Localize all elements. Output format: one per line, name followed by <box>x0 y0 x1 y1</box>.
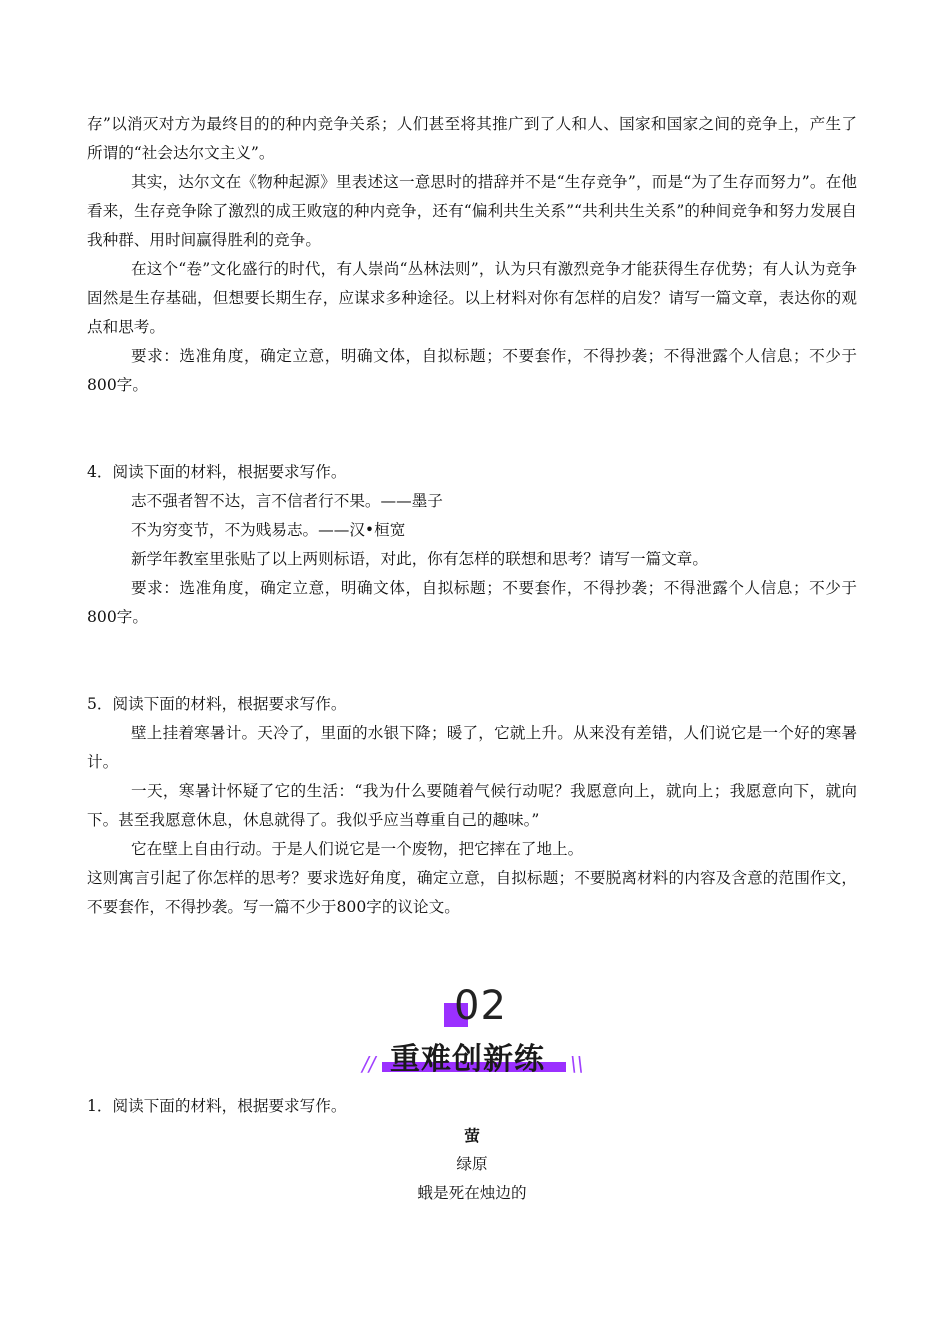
section-number: 02 <box>454 983 507 1029</box>
quote-mozi: 志不强者智不达，言不信者行不果。——墨子 <box>131 492 443 510</box>
question-4-title: 4．阅读下面的材料，根据要求写作。 <box>87 463 347 481</box>
poem-title: 萤 <box>464 1126 480 1145</box>
question-1-title: 1．阅读下面的材料，根据要求写作。 <box>87 1097 347 1115</box>
requirements: 要求：选准角度，确定立意，明确文体，自拟标题；不要套作，不得抄袭；不得泄露个人信息；不少于800字。 <box>87 347 857 394</box>
section-title: 重难创新练 <box>390 1042 545 1077</box>
poem-line: 蛾是死在烛边的 <box>417 1184 527 1202</box>
paragraph: 一天，寒暑计怀疑了它的生活：“我为什么要随着气候行动呢？我愿意向上，就向上；我愿意向下，就向下。甚至我愿意休息，休息就得了。我似乎应当尊重自己的趣味。” <box>87 782 857 829</box>
paragraph: 存”以消灭对方为最终目的的种内竞争关系；人们甚至将其推广到了人和人、国家和国家之间的竞争上，产生了所谓的“社会达尔文主义”。 <box>87 115 857 162</box>
quote-huankuan: 不为穷变节，不为贱易志。——汉•桓宽 <box>131 521 406 539</box>
paragraph: 它在壁上自由行动。于是人们说它是一个废物，把它摔在了地上。 <box>131 840 584 858</box>
question-5-title: 5．阅读下面的材料，根据要求写作。 <box>87 695 347 713</box>
question-3-continued <box>87 110 857 922</box>
paragraph: 其实，达尔文在《物种起源》里表述这一意思时的措辞并不是“生存竞争”，而是“为了生存而努力”。在他看来，生存竞争除了激烈的成王败寇的种内竞争，还有“偏利共生关系”“共利共生关系”的种间竞争和努力发展自我种群、用时间赢得胜利的竞争。 <box>87 173 857 249</box>
paragraph: 壁上挂着寒暑计。天冷了，里面的水银下降；暖了，它就上升。从来没有差错，人们说它是一个好的寒暑计。 <box>87 724 857 771</box>
requirements: 要求：选准角度，确定立意，明确文体，自拟标题；不要套作，不得抄袭；不得泄露个人信息；不少于800字。 <box>87 579 857 626</box>
poem-author: 绿原 <box>456 1155 488 1173</box>
requirements: 这则寓言引起了你怎样的思考？要求选好角度，确定立意，自拟标题；不要脱离材料的内容及含意的范围作文，不要套作，不得抄袭。写一篇不少于800字的议论文。 <box>87 869 857 916</box>
paragraph: 新学年教室里张贴了以上两则标语，对此，你有怎样的联想和思考？请写一篇文章。 <box>131 550 708 568</box>
section-2-question-1 <box>87 1092 857 1208</box>
slash-decoration-icon: \\ <box>570 1052 584 1076</box>
paragraph: 在这个“卷”文化盛行的时代，有人崇尚“丛林法则”，认为只有激烈竞争才能获得生存优势；有人认为竞争固然是生存基础，但想要长期生存，应谋求多种途径。以上材料对你有怎样的启发？请写一篇文章，表达你的观点和思考。 <box>87 260 857 336</box>
slash-decoration-icon: // <box>362 1052 376 1076</box>
